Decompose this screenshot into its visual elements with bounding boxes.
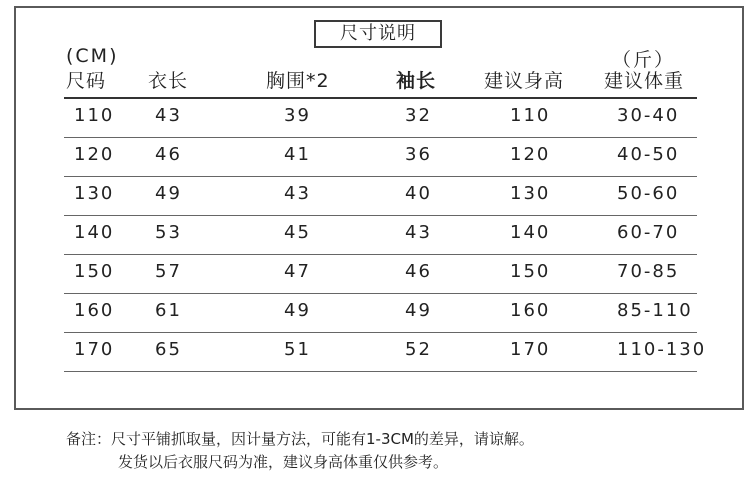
sleeve-cell: 36 (405, 144, 432, 165)
chest-cell: 47 (284, 261, 311, 282)
table-row (64, 137, 697, 177)
sleeve-cell: 49 (405, 300, 432, 321)
table-row (64, 332, 707, 372)
header-size: 尺码 (66, 70, 107, 92)
height-cell: 130 (510, 183, 551, 204)
weight-cell: 70-85 (617, 261, 680, 282)
weight-cell: 30-40 (617, 105, 680, 126)
chest-cell: 41 (284, 144, 311, 165)
weight-cell: 40-50 (617, 144, 680, 165)
table-row (64, 293, 697, 333)
size-unit-label: (CM) (66, 45, 119, 67)
header-height: 建议身高 (484, 70, 565, 92)
weight-cell: 110-130 (617, 339, 707, 360)
weight-cell: 60-70 (617, 222, 680, 243)
chest-cell: 43 (284, 183, 311, 204)
chart-title: 尺寸说明 (314, 20, 442, 48)
height-cell: 140 (510, 222, 551, 243)
chest-cell: 51 (284, 339, 311, 360)
size-cell: 120 (74, 144, 115, 165)
size-cell: 130 (74, 183, 115, 204)
size-cell: 160 (74, 300, 115, 321)
note-line-1: 备注：尺寸平铺抓取量，因计量方法，可能有1-3CM的差异，请谅解。 (66, 430, 534, 448)
sleeve-cell: 52 (405, 339, 432, 360)
height-cell: 150 (510, 261, 551, 282)
table-row (64, 176, 697, 216)
sleeve-cell: 32 (405, 105, 432, 126)
height-cell: 110 (510, 105, 551, 126)
header-sleeve: 袖长 (396, 70, 437, 92)
size-cell: 110 (74, 105, 115, 126)
weight-unit-label: （斤） (612, 49, 676, 71)
sleeve-cell: 40 (405, 183, 432, 204)
length-cell: 46 (155, 144, 182, 165)
size-cell: 150 (74, 261, 115, 282)
length-cell: 61 (155, 300, 182, 321)
chest-cell: 49 (284, 300, 311, 321)
chest-cell: 39 (284, 105, 311, 126)
sleeve-cell: 43 (405, 222, 432, 243)
note-line-2: 发货以后衣服尺码为准，建议身高体重仅供参考。 (118, 453, 449, 471)
weight-cell: 50-60 (617, 183, 680, 204)
header-length: 衣长 (148, 70, 189, 92)
height-cell: 160 (510, 300, 551, 321)
weight-cell: 85-110 (617, 300, 693, 321)
chest-cell: 45 (284, 222, 311, 243)
table-row (64, 254, 697, 294)
length-cell: 65 (155, 339, 182, 360)
length-cell: 43 (155, 105, 182, 126)
length-cell: 57 (155, 261, 182, 282)
length-cell: 49 (155, 183, 182, 204)
height-cell: 120 (510, 144, 551, 165)
height-cell: 170 (510, 339, 551, 360)
length-cell: 53 (155, 222, 182, 243)
size-cell: 170 (74, 339, 115, 360)
sleeve-cell: 46 (405, 261, 432, 282)
size-cell: 140 (74, 222, 115, 243)
table-row (64, 215, 697, 255)
table-row (64, 98, 697, 138)
header-chest: 胸围*2 (266, 70, 330, 92)
header-weight: 建议体重 (604, 70, 685, 92)
